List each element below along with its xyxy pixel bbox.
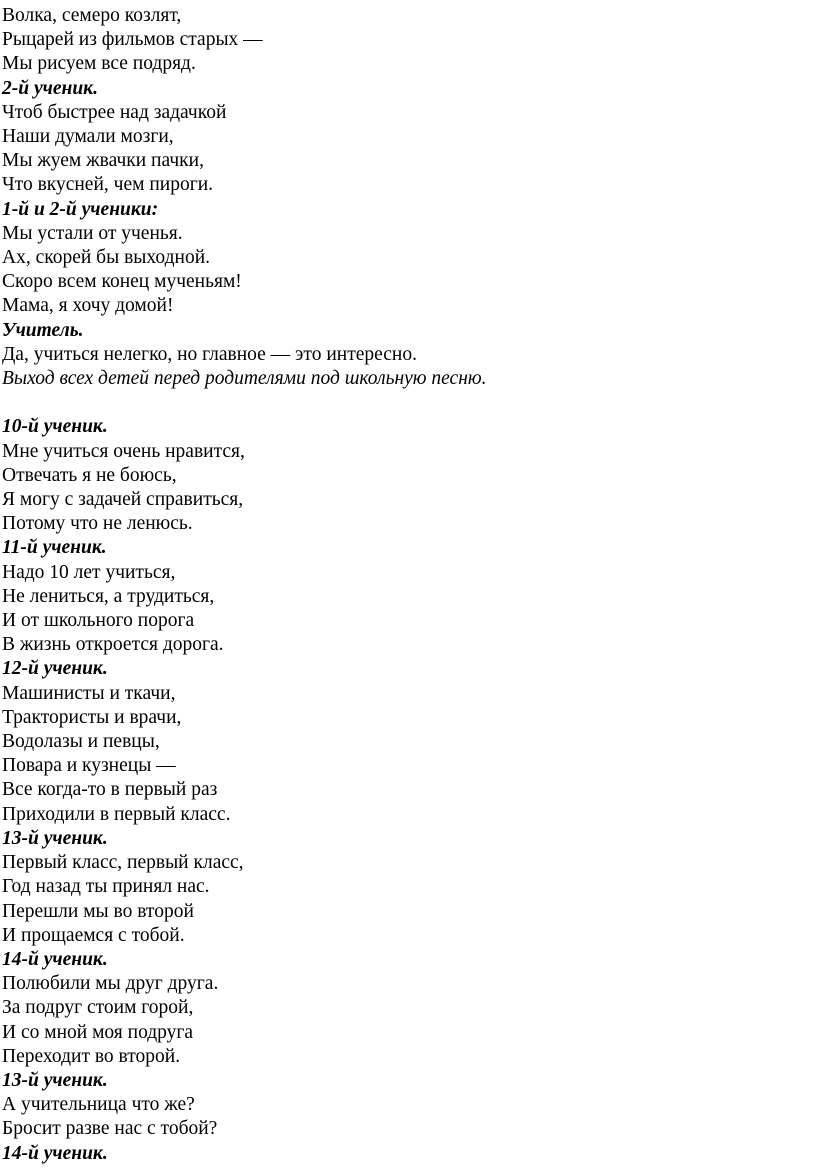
text-line: А учительница что же? <box>2 1094 195 1116</box>
text-line: Да, учиться нелегко, но главное — это интересно. <box>2 343 417 365</box>
text-line: И от школьного порога <box>2 610 195 632</box>
text-line: За подруг стоим горой, <box>2 997 194 1019</box>
text-line: Полюбили мы друг друга. <box>2 973 219 995</box>
text-line: Рыцарей из фильмов старых — <box>2 29 263 51</box>
text-line: Машинисты и ткачи, <box>2 682 176 704</box>
text-line: Мне учиться очень нравится, <box>2 440 245 462</box>
speaker-label: 14-й ученик. <box>2 1142 108 1164</box>
text-line: Скоро всем конец мученьям! <box>2 271 242 293</box>
text-line: Мы устали от ученья. <box>2 222 183 244</box>
text-line: Переходит во второй. <box>2 1045 181 1067</box>
blank-line <box>2 391 812 415</box>
text-line: Что вкусней, чем пироги. <box>2 174 214 196</box>
text-line: Год назад ты принял нас. <box>2 876 210 898</box>
text-line: Наши думали мозги, <box>2 126 174 148</box>
text-line: Надо 10 лет учиться, <box>2 561 176 583</box>
text-line: Приходили в первый класс. <box>2 803 231 825</box>
text-line: И со мной моя подруга <box>2 1021 194 1043</box>
speaker-label: 10-й ученик. <box>2 416 108 438</box>
text-line: Водолазы и певцы, <box>2 731 160 753</box>
text-line: Отвечать я не боюсь, <box>2 464 177 486</box>
text-line: Все когда-то в первый раз <box>2 779 218 801</box>
text-line: Повара и кузнецы — <box>2 755 176 777</box>
text-line: Мы жуем жвачки пачки, <box>2 150 204 172</box>
text-line: Волка, семеро козлят, <box>2 5 182 26</box>
speaker-label: 13-й ученик. <box>2 827 108 849</box>
text-line: Мы рисуем все подряд. <box>2 53 196 75</box>
document-body <box>2 4 812 1166</box>
text-line: Потому что не ленюсь. <box>2 513 193 535</box>
text-line: И прощаемся с тобой. <box>2 924 185 946</box>
text-line: В жизнь откроется дорога. <box>2 634 224 656</box>
speaker-label: 13-й ученик. <box>2 1069 108 1091</box>
text-line: Я могу с задачей справиться, <box>2 489 244 511</box>
stage-direction: Выход всех детей перед родителями под школьную песню. <box>2 368 487 390</box>
speaker-label: Учитель. <box>2 319 84 341</box>
speaker-label: 12-й ученик. <box>2 658 108 680</box>
text-line: Чтоб быстрее над задачкой <box>2 101 227 123</box>
text-line: Не лениться, а трудиться, <box>2 585 215 607</box>
text-line: Мама, я хочу домой! <box>2 295 174 317</box>
speaker-label: 1-й и 2-й ученики: <box>2 198 159 220</box>
speaker-label: 14-й ученик. <box>2 948 108 970</box>
text-line: Ах, скорей бы выходной. <box>2 247 211 269</box>
speaker-label: 11-й ученик. <box>2 537 107 559</box>
speaker-label: 2-й ученик. <box>2 77 98 99</box>
text-line: Первый класс, первый класс, <box>2 852 244 874</box>
text-line: Перешли мы во второй <box>2 900 194 922</box>
text-line: Трактористы и врачи, <box>2 706 182 728</box>
text-line: Бросит разве нас с тобой? <box>2 1118 218 1140</box>
